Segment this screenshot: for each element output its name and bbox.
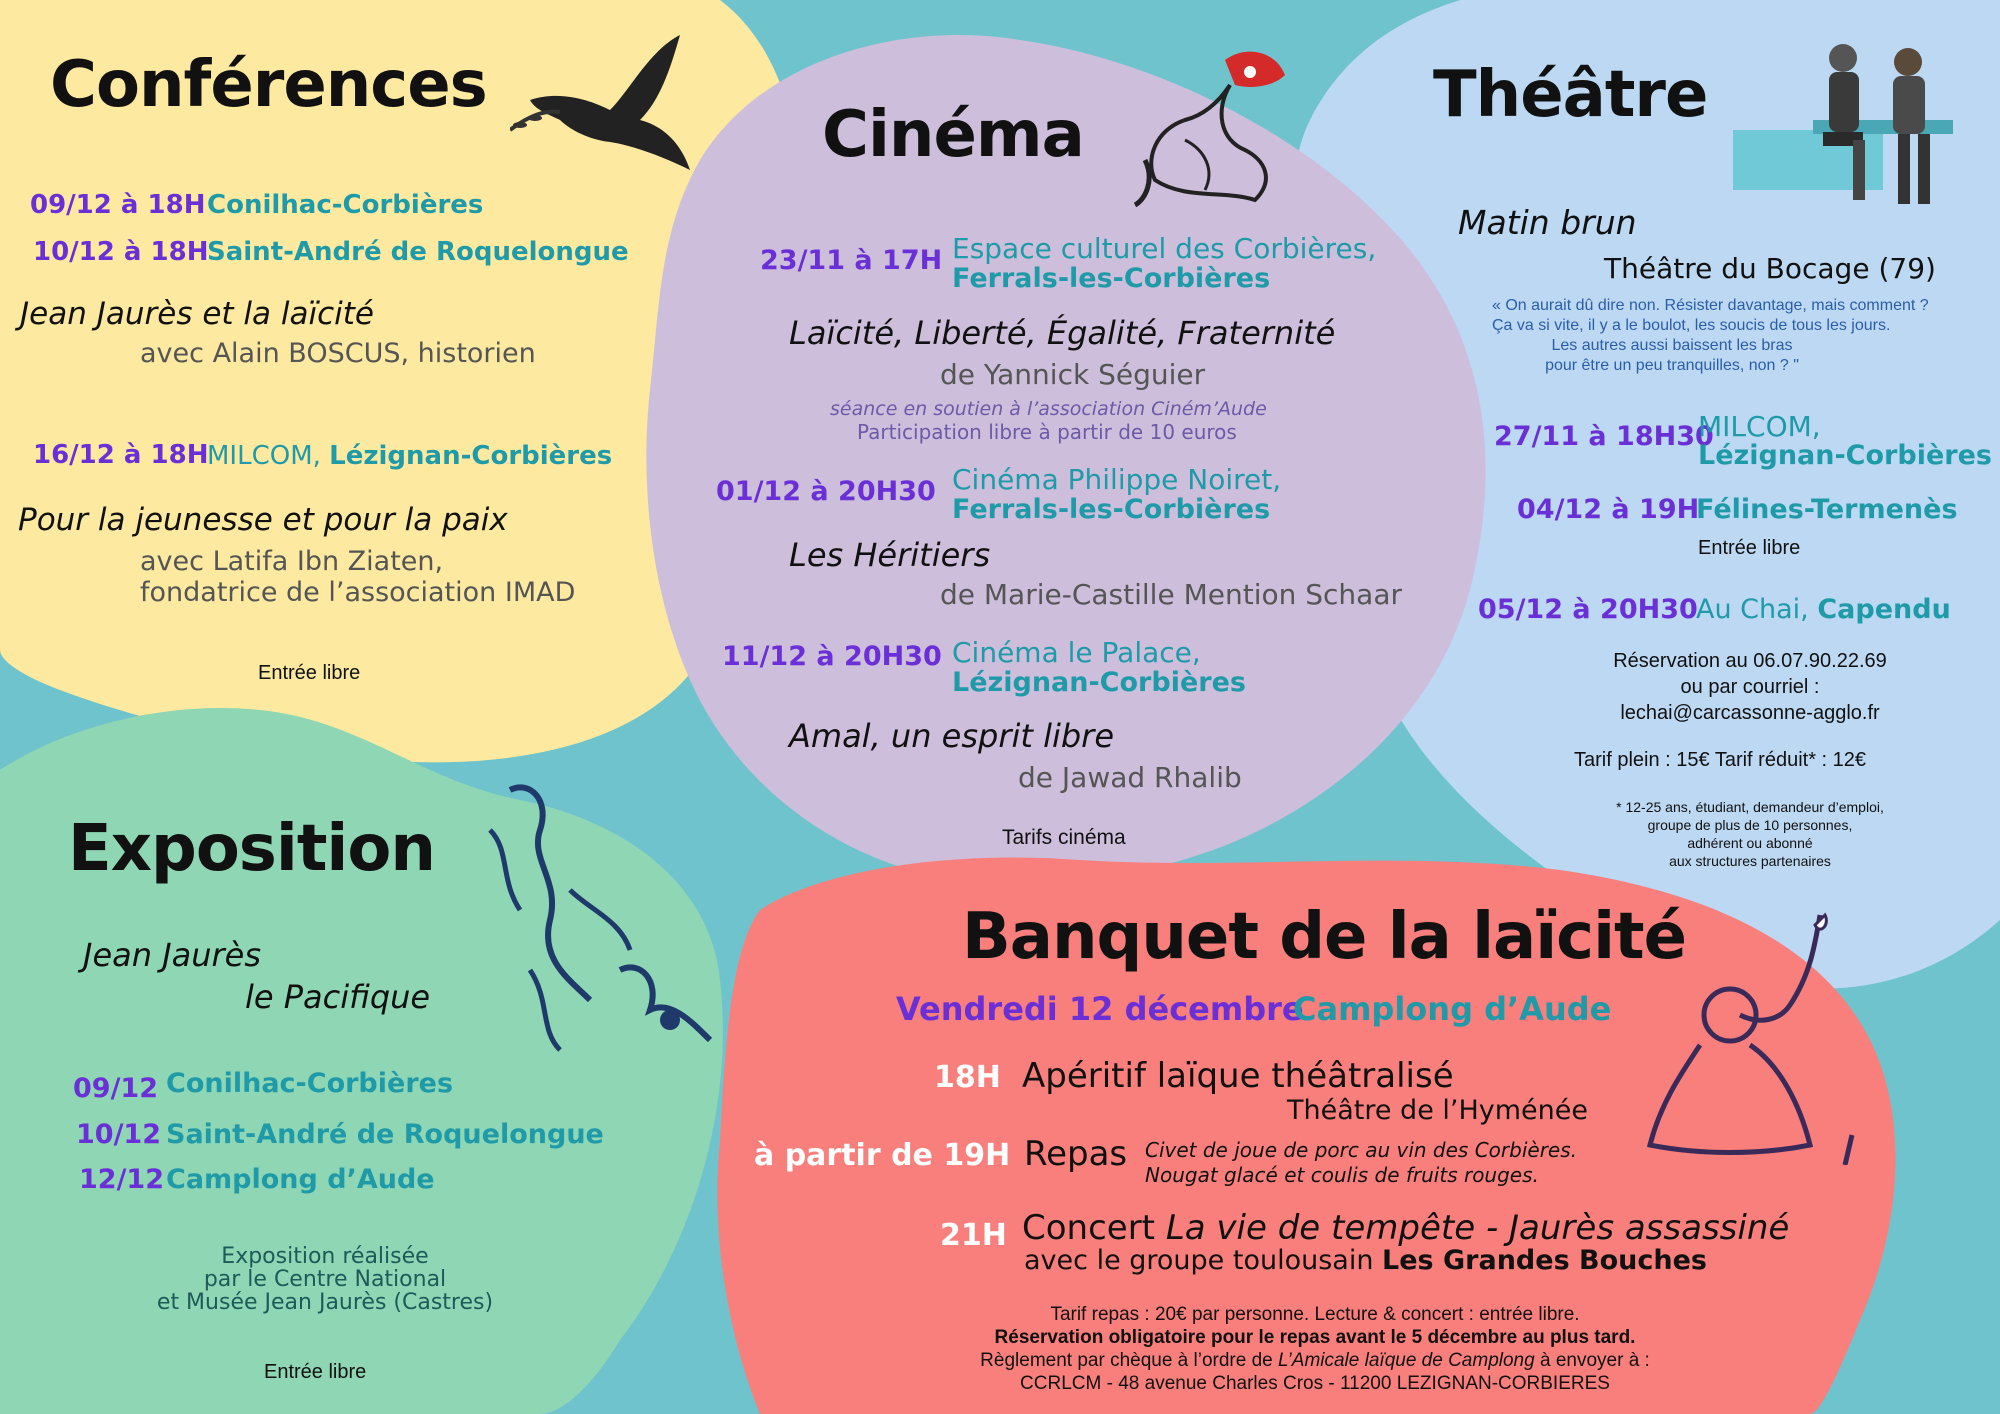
conf-date-2: 10/12 à 18H [33,237,209,267]
conf-place-2: Saint-André de Roquelongue [207,237,629,267]
cinema-place-3: Lézignan-Corbières [952,667,1246,698]
theatre-footnote-line: groupe de plus de 10 personnes, [1647,817,1853,833]
theatre-footnote [1570,798,1930,870]
conf-talk2-title: Pour la jeunesse et pour la paix [18,502,508,538]
theatre-entry: Entrée libre [1698,537,1801,559]
conf-talk1-speaker: avec Alain BOSCUS, historien [140,338,536,369]
expo-name-2: le Pacifique [245,978,431,1016]
banquet-item-3-pre: Concert [1022,1208,1166,1248]
banquet-footer-line3 [880,1349,1750,1372]
conf-place-1: Conilhac-Corbières [207,190,484,220]
cinema-note-2: Participation libre à partir de 10 euros [857,420,1237,444]
dove-icon [510,30,700,180]
theatre-date-2: 04/12 à 19H [1517,494,1700,525]
theatre-quote [1492,296,1929,376]
banquet-menu-2: Nougat glacé et coulis de fruits rouges. [1145,1163,1539,1187]
expo-date-2: 10/12 [76,1119,162,1150]
cinema-place-2: Ferrals-les-Corbières [952,494,1271,525]
exposition-title: Exposition [68,812,435,886]
cinema-tarifs: Tarifs cinéma [1002,826,1126,849]
banquet-item-3-title: La vie de tempête - Jaurès assassiné [1165,1208,1790,1248]
theatre-tarif: Tarif plein : 15€ Tarif réduit* : 12€ [1574,749,1867,771]
expo-date-1: 09/12 [73,1073,159,1104]
cinema-film-3: Amal, un esprit libre [789,717,1115,755]
banquet-time-2: à partir de 19H [754,1138,1011,1173]
conf-place-3 [207,440,612,471]
cinema-title: Cinéma [822,98,1084,172]
banquet-item-1-sub: Théâtre de l’Hyménée [1287,1095,1588,1126]
actors-photo [1733,40,1953,220]
banquet-place: Camplong d’Aude [1293,990,1612,1028]
theatre-footnote-line: aux structures partenaires [1669,853,1831,869]
banquet-footer-line2: Réservation obligatoire pour le repas avant le 5 décembre au plus tard. [994,1327,1636,1348]
banquet-day: Vendredi 12 décembre [896,990,1304,1028]
theatre-footnote-line: * 12-25 ans, étudiant, demandeur d’emploi, [1616,799,1884,815]
expo-credit-line: et Musée Jean Jaurès (Castres) [156,1290,494,1315]
expo-entry: Entrée libre [264,1361,367,1383]
theatre-quote-line: Les autres aussi baissent les bras [1551,337,1793,354]
cinema-note-1: séance en soutien à l’association Ciném’Aude [830,398,1267,420]
banquet-time-3: 21H [940,1218,1007,1253]
theatre-quote-line: pour être un peu tranquilles, non ? " [1545,357,1799,374]
banquet-footer-line3-post: à envoyer à : [1534,1350,1650,1371]
expo-credit-line: Exposition réalisée [221,1244,429,1269]
conferences-title: Conférences [50,48,487,122]
cinema-film-2: Les Héritiers [789,536,991,574]
marianne-icon [1125,40,1305,210]
banquet-item-3 [1022,1208,1789,1248]
expo-name-1: Jean Jaurès [83,936,262,974]
theatre-quote-line: « On aurait dû dire non. Résister davantage, mais comment ? [1492,297,1929,314]
banquet-time-1: 18H [934,1060,1001,1095]
banquet-footer [880,1303,1750,1395]
theatre-title: Théâtre [1433,58,1708,132]
expo-date-3: 12/12 [79,1164,165,1195]
theatre-place-1-light: MILCOM, [1698,410,1821,443]
cinema-date-3: 11/12 à 20H30 [722,641,942,672]
theatre-place-3-light: Au Chai, [1696,594,1818,625]
theatre-place-2: Félines-Termenès [1696,494,1958,525]
banquet-item-3-sub [1024,1245,1707,1276]
theatre-date-1: 27/11 à 18H30 [1494,421,1714,452]
cinema-director-2: de Marie-Castille Mention Schaar [940,578,1402,611]
theatre-place-3 [1696,594,1951,625]
banquet-item-1: Apéritif laïque théâtralisé [1022,1056,1454,1096]
banquet-footer-line3-pre: Règlement par chèque à l’ordre de [980,1350,1279,1371]
theatre-quote-line: Ça va si vite, il y a le boulot, les soucis de tous les jours. [1492,317,1891,334]
conf-date-3: 16/12 à 18H [33,440,209,470]
banquet-footer-line3-org: L’Amicale laïque de Camplong [1278,1350,1535,1371]
banquet-item-3-sub-pre: avec le groupe toulousain [1024,1245,1383,1276]
conf-talk1-title: Jean Jaurès et la laïcité [20,296,374,332]
theatre-play: Matin brun [1458,203,1637,242]
conf-talk2-speaker-1: avec Latifa Ibn Ziaten, [140,546,444,577]
banquet-item-2: Repas [1024,1134,1128,1174]
cinema-date-1: 23/11 à 17H [760,245,943,276]
expo-place-1: Conilhac-Corbières [166,1068,454,1099]
theatre-reservation-line: ou par courriel : [1680,676,1820,698]
cinema-film-1: Laïcité, Liberté, Égalité, Fraternité [789,314,1336,352]
expo-place-2: Saint-André de Roquelongue [166,1119,604,1150]
conf-date-1: 09/12 à 18H [30,190,206,220]
conf-entry: Entrée libre [258,662,361,684]
banquet-menu-1: Civet de joue de porc au vin des Corbières. [1145,1138,1577,1162]
expo-credit-line: par le Centre National [203,1267,447,1292]
theatre-place-3-bold: Capendu [1817,594,1951,625]
theatre-footnote-line: adhérent ou abonné [1687,835,1813,851]
theatre-email: lechai@carcassonne-agglo.fr [1620,702,1880,724]
cinema-place-3-light: Cinéma le Palace, [952,636,1201,669]
cinema-place-2-light: Cinéma Philippe Noiret, [952,463,1282,496]
banquet-title: Banquet de la laïcité [962,900,1687,974]
cinema-director-3: de Jawad Rhalib [1018,761,1242,794]
banquet-item-3-band: Les Grandes Bouches [1382,1245,1708,1276]
theatre-reservation [1540,648,1960,726]
conf-place-3-light: MILCOM, [207,441,330,471]
jaures-sketch-icon [470,770,740,1060]
banquet-footer-line4: CCRLCM - 48 avenue Charles Cros - 11200 LEZIGNAN-CORBIERES [1020,1373,1610,1394]
expo-credit [110,1245,540,1314]
theatre-place-1: Lézignan-Corbières [1698,440,1992,471]
theatre-company: Théâtre du Bocage (79) [1604,252,1936,285]
cinema-director-1: de Yannick Séguier [940,358,1206,391]
theatre-reservation-line: Réservation au 06.07.90.22.69 [1613,650,1887,672]
banquet-footer-line1: Tarif repas : 20€ par personne. Lecture & concert : entrée libre. [1050,1304,1580,1325]
cinema-place-1: Ferrals-les-Corbières [952,263,1271,294]
cinema-date-2: 01/12 à 20H30 [716,476,936,507]
cinema-place-1-light: Espace culturel des Corbières, [952,232,1377,265]
expo-place-3: Camplong d’Aude [166,1164,435,1195]
conf-talk2-speaker-2: fondatrice de l’association IMAD [140,577,576,608]
theatre-date-3: 05/12 à 20H30 [1478,594,1698,625]
orator-sketch-icon [1640,905,1860,1165]
conf-place-3-bold: Lézignan-Corbières [329,441,613,471]
